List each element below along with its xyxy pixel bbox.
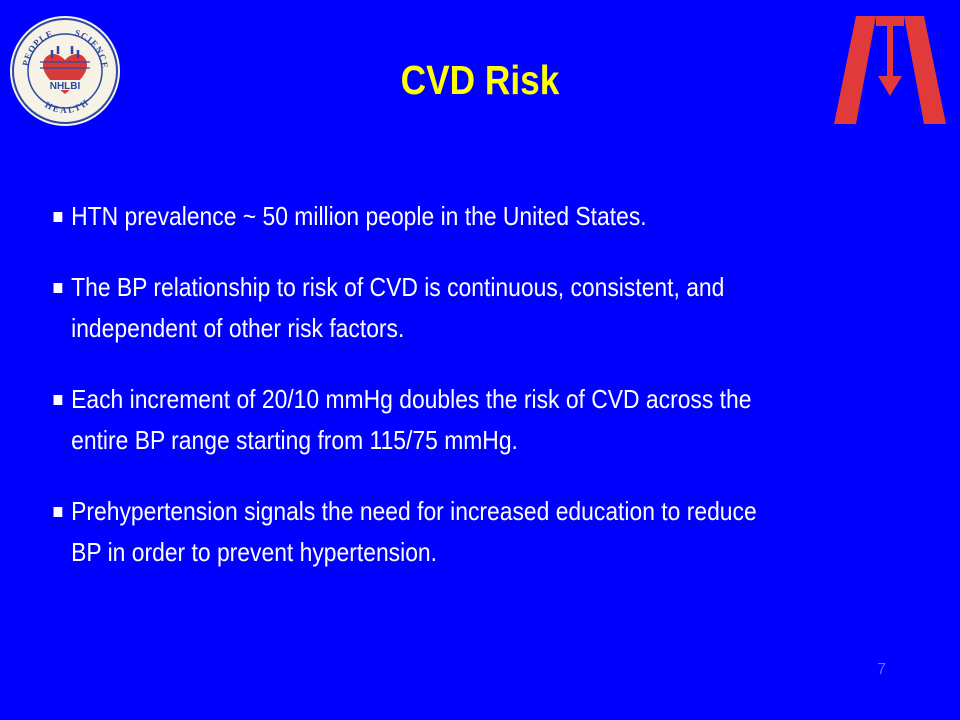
seal-word-people: PEOPLE: [20, 28, 55, 67]
seal-word-science: SCIENCE: [73, 27, 111, 70]
slide-title: CVD Risk: [400, 57, 560, 103]
bullet-item: [50, 379, 789, 461]
bullet-item: [50, 196, 789, 237]
bullet-list: [50, 196, 789, 603]
square-bullet-icon: [50, 196, 71, 237]
square-bullet-icon: [50, 379, 71, 420]
square-bullet-icon: [50, 267, 71, 308]
page-number: 7: [877, 661, 886, 678]
bullet-item: [50, 267, 789, 349]
bullet-text: Prehypertension signals the need for increased education to reduce BP in order to prevent hypertension.: [71, 496, 757, 567]
seal-center-label: NHLBI: [49, 81, 81, 92]
bullet-text: The BP relationship to risk of CVD is continuous, consistent, and independent of other risk factors.: [71, 272, 725, 343]
bullet-text: HTN prevalence ~ 50 million people in the United States.: [71, 201, 647, 231]
seal-word-health: HEALTH: [43, 96, 92, 116]
bullet-text: Each increment of 20/10 mmHg doubles the risk of CVD across the entire BP range starting from 115/75 mmHg.: [71, 384, 752, 455]
bullet-item: [50, 491, 789, 573]
square-bullet-icon: [50, 491, 71, 532]
